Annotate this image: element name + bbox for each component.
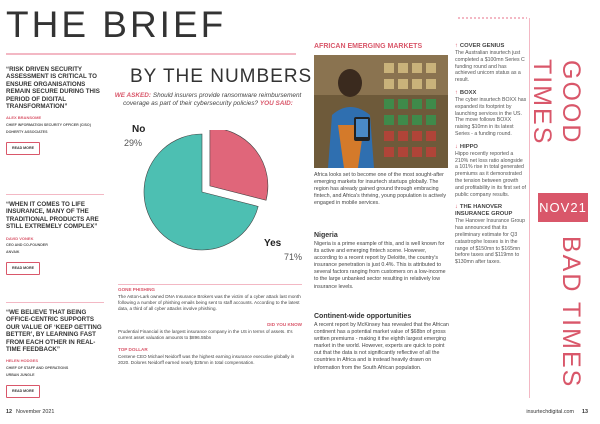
sidebar-body: Hippo recently reported a 210% net loss ratio alongside a 101% rise in total generated premiums as it demonstrated the tension between growth and profitability in its first set of public company results. <box>455 150 526 198</box>
dotted-rule <box>458 17 527 19</box>
story-head-phishing: GONE PHISHING <box>118 287 156 292</box>
sidebar-title: THE HANOVER INSURANCE GROUP <box>455 204 513 218</box>
sidebar-item <box>455 144 527 199</box>
good-times-label: GOOD TIMES <box>528 58 585 146</box>
quote-2 <box>6 201 103 275</box>
africa-nigeria-body: Nigeria is a prime example of this, and is well known for its active and emerging fintech scene. However, according to a recent report by Deloitte, the country's insurance penetration is just 0.4%. This is attributed to several factors ranging from customers on a low-income to the large unbanked sector resulting in relatively low insurance levels. <box>314 241 446 290</box>
africa-subhead-nigeria: Nigeria <box>314 232 338 239</box>
quote-1-company: DOHERTY ASSOCIATES <box>6 130 48 135</box>
quote-1 <box>6 66 103 155</box>
pie-pct-no: 29% <box>124 138 143 148</box>
sidebar-body: The Australian insurtech just completed a $100mn Series C funding round and has achieved unicorn status as a result. <box>455 50 525 84</box>
sidebar-item <box>455 90 527 138</box>
market-trader-photo <box>314 55 448 168</box>
divider <box>6 302 104 303</box>
sidebar-title: COVER GENIUS <box>459 43 505 49</box>
sidebar-item <box>455 43 527 84</box>
sidebar-body: The Hanover Insurance Group has announced that its preliminary estimate for Q3 catastrophe losses is in the range of $150mn to $165mn before taxes and $119mn to $130mn after taxes. <box>455 218 526 266</box>
story-head-did-you-know: DID YOU KNOW <box>267 322 302 327</box>
africa-header: AFRICAN EMERGING MARKETS <box>314 43 423 50</box>
numbers-title: BY THE NUMBERS <box>130 66 313 87</box>
quote-3-name: HELEN HODGES <box>6 358 39 364</box>
pie-pct-yes: 71% <box>284 252 303 262</box>
arrow-down-icon: ↓ <box>455 143 458 150</box>
page-title: THE BRIEF <box>6 4 227 45</box>
poll-question <box>113 92 303 108</box>
said-label: YOU SAID: <box>259 100 293 107</box>
stories-rule <box>118 284 302 285</box>
pie-slice-no <box>210 130 268 200</box>
bad-times-label: BAD TIMES <box>557 235 585 389</box>
quote-3-company: URBAN JUNGLE <box>6 373 35 378</box>
title-rule <box>6 53 296 55</box>
quote-1-role: CHIEF INFORMATION SECURITY OFFICER (CISO) <box>6 122 91 127</box>
quote-3-role: CHIEF OF STAFF AND OPERATIONS <box>6 365 69 370</box>
page-number-right: 13 <box>582 409 588 415</box>
quote-2-text: “WHEN IT COMES TO LIFE INSURANCE, MANY OF THE TRADITIONAL PRODUCTS ARE STILL EXTREMELY COMPLEX” <box>6 201 99 231</box>
read-more-button-3[interactable]: READ MORE <box>6 385 40 398</box>
sidebar-title: BOXX <box>459 89 477 96</box>
read-more-button-2[interactable]: READ MORE <box>6 262 40 275</box>
quote-1-name: ALEX BRANSOME <box>6 115 42 121</box>
arrow-up-icon: ↑ <box>455 89 458 96</box>
story-body-phishing: The Aston-Lark owned DNA Insurance Brokers was the victim of a cyber attack last month following a number of phishing emails being sent to staff accounts. According to the latest data, a third of all cyber attacks involve phishing. <box>118 294 301 311</box>
news-sidebar <box>455 43 527 272</box>
read-more-button-1[interactable]: READ MORE <box>6 142 40 155</box>
footer-left <box>6 409 54 415</box>
quote-3-text: “WE BELIEVE THAT BEING OFFICE-CENTRIC SUPPORTS OUR VALUE OF ‘KEEP GETTING BETTER’, BY LEARNING FAST FROM EACH OTHER IN REAL-TIME FEEDBACK” <box>6 309 102 354</box>
story-body-did-you-know: Prudential Financial is the largest insurance company in the US in terms of assets. It's current asset valuation amounts to $896.55bn <box>118 329 293 340</box>
asked-label: WE ASKED: <box>114 92 152 99</box>
pie-label-yes: Yes <box>264 238 282 249</box>
sidebar-item <box>455 204 527 266</box>
africa-subhead-continent: Continent-wide opportunities <box>314 313 412 320</box>
photo-illustration <box>314 55 448 168</box>
story-head-top-dollar: TOP DOLLAR <box>118 347 148 352</box>
arrow-down-icon: ↓ <box>455 204 458 211</box>
quote-2-company: ANVAIK <box>6 250 20 255</box>
arrow-up-icon: ↑ <box>455 43 458 49</box>
issue-badge: NOV21 <box>538 193 588 222</box>
quote-2-name: DAVID VONEK <box>6 235 34 241</box>
pie-label-no: No <box>132 124 146 135</box>
divider <box>6 194 104 195</box>
footer-right <box>526 409 592 415</box>
africa-continent-body: A recent report by McKinsey has revealed that the African continent has a potential market value of $68bn of gross written premiums - making it the eighth largest emerging market in the world. However, experts are quick to point out that the data is not significantly reflective of all the countries in Africa and is instead heavily drawn on information from the South African population. <box>314 322 449 371</box>
site-url[interactable]: insurtechdigital.com <box>526 409 574 415</box>
quote-1-text: “RISK DRIVEN SECURITY ASSESSMENT IS CRITICAL TO ENSURE ORGANISATIONS REMAIN SECURE DURING THIS PERIOD OF DIGITAL TRANSFORMATION” <box>6 66 100 111</box>
quote-2-role: CEO AND CO-FOUNDER <box>6 243 48 248</box>
asked-text: Should insurers provide ransomware reimbursement coverage as part of their cybersecurity policies? <box>123 92 302 107</box>
story-body-top-dollar: Centene CEO Michael Neidorff was the highest earning insurance executive globally in 2020. Dolores Neidorff earned nearly $25mn in total compensation. <box>118 354 295 365</box>
quote-3 <box>6 309 103 398</box>
sidebar-title: HIPPO <box>459 143 478 150</box>
sidebar-body: The cyber insurtech BOXX has expanded its footprint by launching services in the US. The move follows BOXX raising $10mn in its latest Series - a funding round. <box>455 96 527 137</box>
issue-date: November 2021 <box>16 409 55 415</box>
africa-intro: Africa looks set to become one of the most sought-after emerging markets for insurtech startups globally. The region has already gained ground through embracing fintech, and Africa's thriving, young population is actively engaged in mobile services. <box>314 172 447 207</box>
page-number-left: 12 <box>6 409 12 415</box>
